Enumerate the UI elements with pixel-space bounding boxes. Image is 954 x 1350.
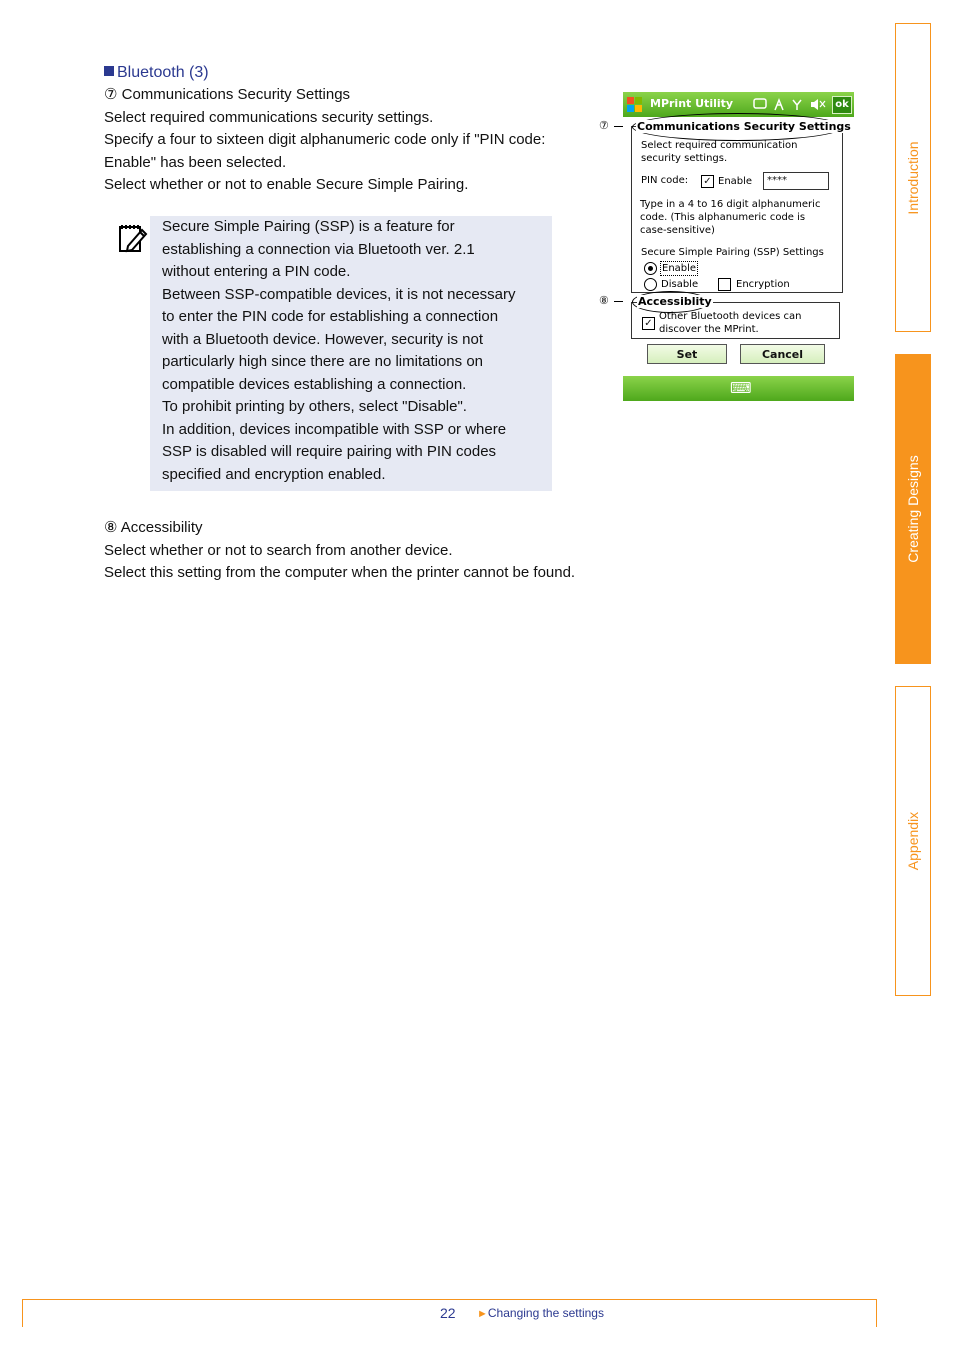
pin-enable-checkbox[interactable]: ✓ [701, 175, 714, 188]
item7-number: ⑦ [104, 86, 118, 103]
item8-heading-text: Accessibility [120, 519, 203, 536]
cancel-button[interactable]: Cancel [740, 344, 825, 364]
encryption-label: Encryption [736, 279, 790, 290]
tab-appendix-label: Appendix [905, 811, 921, 871]
item8-number: ⑧ [104, 519, 118, 536]
arrow-right-icon: ► [477, 1308, 488, 1320]
accessibility-checkbox[interactable]: ✓ [642, 317, 655, 330]
item8-line: Select whether or not to search from another device. [104, 541, 453, 559]
keyboard-icon[interactable]: ⌨ [730, 379, 752, 397]
pin-enable-label: Enable [718, 176, 753, 187]
note-line: Between SSP-compatible devices, it is not necessary [162, 285, 516, 303]
memo-pencil-icon [116, 222, 148, 254]
pin-code-label: PIN code: [641, 175, 689, 186]
note-box [150, 216, 552, 491]
security-settings-label: Communications Security Settings [637, 120, 851, 133]
ssp-enable-label: Enable [662, 263, 697, 274]
accessibility-text-1: Other Bluetooth devices can [659, 311, 802, 322]
item7-line: Specify a four to sixteen digit alphanumeric code only if "PIN code: [104, 131, 546, 148]
type-text-1: Type in a 4 to 16 digit alphanumeric [640, 199, 821, 210]
square-bullet-icon [104, 66, 114, 76]
callout-8: ⑧ [599, 295, 609, 307]
note-line: To prohibit printing by others, select "Disable". [162, 398, 467, 415]
page-number: 22 [440, 1305, 456, 1321]
note-line: compatible devices establishing a connection. [162, 375, 467, 393]
accessibility-label: Accessiblity [638, 295, 712, 308]
windows-flag-icon [626, 96, 644, 117]
tab-introduction-label: Introduction [905, 140, 921, 215]
select-text-2: security settings. [641, 153, 728, 164]
footer-divider [22, 1299, 877, 1300]
tab-introduction[interactable] [895, 23, 931, 332]
ssp-label: Secure Simple Pairing (SSP) Settings [641, 247, 824, 258]
status-icons [753, 97, 828, 112]
note-line: establishing a connection via Bluetooth ver. 2.1 [162, 240, 475, 258]
note-line: particularly high since there are no limitations on [162, 353, 483, 370]
encryption-checkbox[interactable] [718, 278, 731, 291]
note-line: specified and encryption enabled. [162, 465, 386, 483]
note-text [162, 216, 547, 486]
item7-line: Select whether or not to enable Secure Simple Pairing. [104, 176, 469, 193]
note-line: without entering a PIN code. [162, 263, 351, 280]
tab-creating-designs[interactable] [895, 354, 931, 664]
note-line: In addition, devices incompatible with SSP or where [162, 420, 507, 438]
device-bottombar [623, 376, 854, 401]
tab-creating-designs-label: Creating Designs [905, 455, 921, 563]
footer-right-border [876, 1299, 877, 1327]
item7-heading [104, 84, 594, 107]
tab-appendix[interactable] [895, 686, 931, 996]
item8-block [104, 517, 664, 585]
select-text-1: Select required communication [641, 140, 798, 151]
item8-heading [104, 517, 664, 540]
section-title-text: Bluetooth (3) [117, 64, 209, 81]
section-title [104, 64, 209, 82]
pin-code-input[interactable]: **** [763, 172, 829, 190]
item7-line: Select required communications security settings. [104, 108, 434, 126]
note-line: to enter the PIN code for establishing a connection [162, 308, 499, 325]
accessibility-text-2: discover the MPrint. [659, 324, 759, 335]
note-line: Secure Simple Pairing (SSP) is a feature for [162, 218, 455, 235]
note-line: SSP is disabled will require pairing with PIN codes [162, 443, 497, 460]
note-line: with a Bluetooth device. However, security is not [162, 330, 483, 348]
device-screenshot [623, 92, 854, 401]
item7-block [104, 84, 594, 197]
item7-line: Enable" has been selected. [104, 153, 287, 171]
ssp-enable-radio[interactable] [644, 262, 657, 275]
ssp-disable-radio[interactable] [644, 278, 657, 291]
item8-line: Select this setting from the computer when the printer cannot be found. [104, 564, 576, 581]
type-text-3: case-sensitive) [640, 225, 715, 236]
device-ok-button[interactable]: ok [832, 96, 852, 114]
item7-heading-text: Communications Security Settings [121, 86, 351, 103]
set-button[interactable]: Set [647, 344, 727, 364]
device-app-title: MPrint Utility [650, 97, 734, 110]
callout-7: ⑦ [599, 120, 609, 132]
footer-link-text: Changing the settings [487, 1306, 604, 1320]
footer-link[interactable] [477, 1306, 604, 1320]
footer-left-border [22, 1299, 23, 1327]
type-text-2: code. (This alphanumeric code is [640, 212, 806, 223]
ssp-disable-label: Disable [661, 279, 699, 290]
